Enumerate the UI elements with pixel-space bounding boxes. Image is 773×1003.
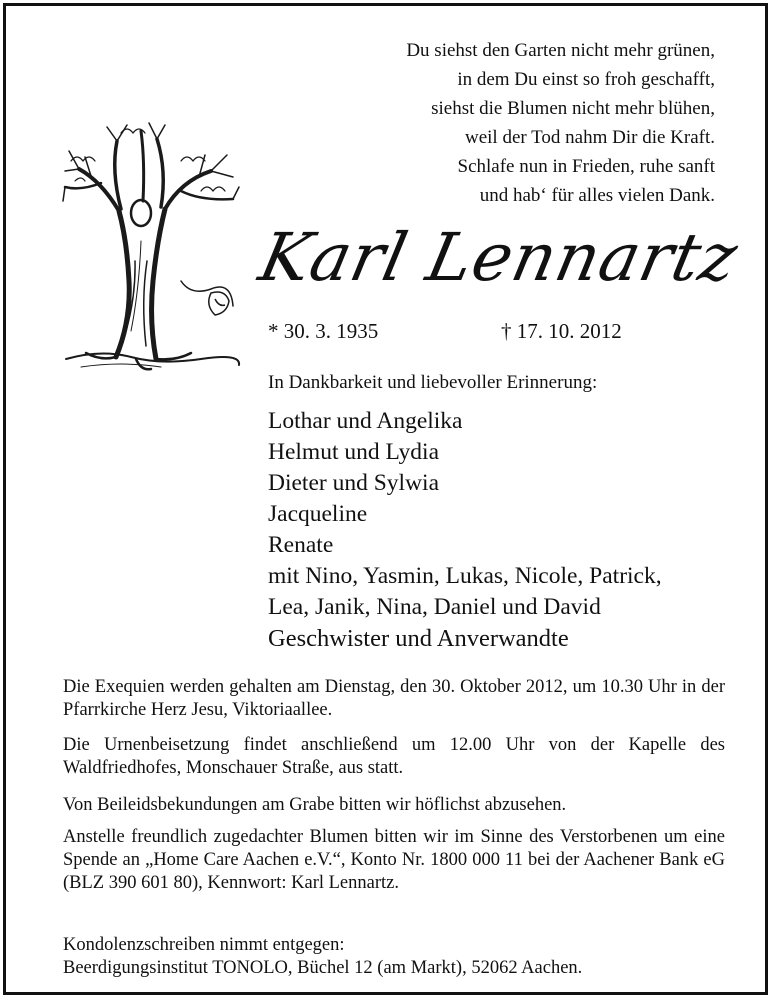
exequien-text: Die Exequien werden gehalten am Dienstag, den 30. Oktober 2012, um 10.30 Uhr in der Pfarrkirche Herz Jesu, Viktoriaallee. [63, 677, 725, 720]
obituary-notice [3, 3, 768, 995]
kondolenz-paragraph [63, 934, 725, 980]
poem-line: in dem Du einst so froh geschafft, [457, 69, 715, 90]
mourners-list [268, 406, 662, 654]
spende-paragraph [63, 826, 725, 895]
poem-line: siehst die Blumen nicht mehr blühen, [431, 98, 715, 119]
mourner-line: Dieter und Sylwia [268, 470, 439, 496]
mourner-line: Lea, Janik, Nina, Daniel und David [268, 594, 601, 620]
death-date: † 17. 10. 2012 [501, 319, 622, 343]
poem-line: Du siehst den Garten nicht mehr grünen, [406, 40, 715, 61]
urne-text: Die Urnenbeisetzung findet anschließend um 12.00 Uhr von der Kapelle des Waldfriedhofes, Monschauer Straße, aus statt. [63, 735, 725, 778]
poem-line: weil der Tod nahm Dir die Kraft. [465, 127, 715, 148]
urne-paragraph [63, 734, 725, 780]
mourner-line: Jacqueline [268, 501, 368, 527]
kondolenz-address: Beerdigungsinstitut TONOLO, Büchel 12 (am Markt), 52062 Aachen. [63, 958, 583, 978]
mourners-intro: In Dankbarkeit und liebevoller Erinnerung: [268, 372, 598, 393]
tree-illustration [61, 121, 241, 381]
spende-text: Anstelle freundlich zugedachter Blumen bitten wir im Sinne des Verstorbenen um eine Spende an „Home Care Aachen e.V.“, Konto Nr. 1800 000 11 bei der Aachener Bank eG (BLZ 390 601 80), Kennwort: Karl Lennartz. [63, 827, 725, 893]
mourner-line: Geschwister und Anverwandte [268, 625, 569, 652]
beileid-text: Von Beileidsbekundungen am Grabe bitten wir höflichst abzusehen. [63, 795, 567, 815]
poem-line: und hab‘ für alles vielen Dank. [479, 185, 715, 206]
birth-date: * 30. 3. 1935 [268, 319, 379, 343]
exequien-paragraph [63, 676, 725, 722]
mourner-line: Renate [268, 532, 334, 558]
mourner-line: Lothar und Angelika [268, 408, 463, 434]
deceased-name: Karl Lennartz [252, 219, 745, 296]
mourner-line: mit Nino, Yasmin, Lukas, Nicole, Patrick, [268, 563, 662, 589]
poem-line: Schlafe nun in Frieden, ruhe sanft [457, 156, 715, 177]
poem [406, 36, 715, 210]
kondolenz-label: Kondolenzschreiben nimmt entgegen: [63, 935, 345, 955]
mourner-line: Helmut und Lydia [268, 439, 440, 465]
beileid-paragraph [63, 794, 725, 817]
